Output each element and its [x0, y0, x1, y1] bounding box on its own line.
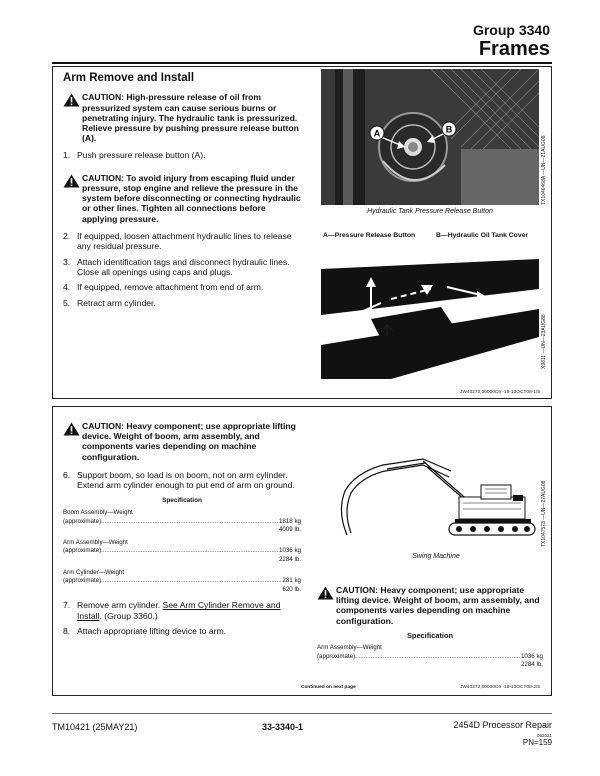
- footer-pn: PN=159: [522, 738, 552, 747]
- step-number: 7.: [63, 600, 71, 611]
- step-3: [63, 257, 301, 278]
- warning-triangle-icon: [317, 586, 334, 600]
- leader-dots: [101, 577, 281, 586]
- spec-title: Specification: [162, 496, 202, 504]
- spec-label: Boom Assembly—Weight: [63, 509, 133, 517]
- step-number: 2.: [63, 230, 71, 241]
- caution-block: [63, 92, 301, 143]
- spec-value-imperial: 4009 lb.: [278, 526, 301, 534]
- step-text: Attach identification tags and disconnect hydraulic lines. Close all openings using caps and plugs.: [77, 256, 290, 278]
- spec-value-metric: 281 kg: [282, 577, 301, 585]
- caution-text: CAUTION: Heavy component; use appropriate lifting device. Weight of boom, arm assembly, and components varies depending on machine configuration.: [82, 421, 296, 462]
- step-2: [63, 231, 301, 252]
- warning-triangle-icon: [63, 93, 80, 107]
- step-number: 6.: [63, 469, 71, 480]
- spec-leader: [63, 577, 301, 586]
- spec-leader: [63, 547, 301, 556]
- instructions-column: [63, 73, 301, 313]
- spec-value-metric: 1036 kg: [520, 652, 543, 660]
- continued-note: Continued on next page: [301, 685, 356, 690]
- header-rule: [52, 62, 552, 64]
- step-text: Push pressure release button (A).: [77, 150, 206, 161]
- leader-dots: [101, 518, 278, 527]
- step-text: If equipped, remove attachment from end of arm.: [77, 282, 264, 293]
- group-number: Group 3340: [472, 22, 550, 38]
- footer-small-code: 052021: [536, 733, 552, 738]
- figure-id: X9811 —UN—23AUG88: [541, 314, 547, 369]
- second-caution-column: [317, 585, 543, 674]
- caution-block: [317, 585, 543, 626]
- page-header: [300, 22, 550, 60]
- step-text: Attach appropriate lifting device to arm.: [77, 626, 227, 637]
- hydraulic-tank-photo: [321, 69, 539, 205]
- step-text: If equipped, loosen attachment hydraulic lines to release any residual pressure.: [77, 230, 292, 252]
- caution-text: CAUTION: Heavy component; use appropriate lifting device. Weight of boom, arm assembly, and components varies depending on machine configuration.: [336, 585, 540, 626]
- leader-dots: [355, 653, 520, 662]
- step-5: [63, 298, 301, 308]
- section-title: Arm Remove and Install: [63, 72, 195, 84]
- spec-value-metric: 1036 kg: [278, 547, 301, 555]
- warning-triangle-icon: [63, 422, 80, 436]
- step-text-pre: Remove arm cylinder.: [77, 600, 163, 611]
- spec-value-metric: 1818 kg: [278, 517, 301, 525]
- caution-block: [63, 173, 301, 224]
- step-text-post: . (Group 3360.): [99, 610, 158, 621]
- step-number: 8.: [63, 626, 71, 637]
- caution-text: CAUTION: High-pressure release of oil from pressurized system can cause serious burns or penetrating injury. The hydraulic tank is pressurized. Relieve pressure by pushing pressure release button (A).: [82, 92, 299, 144]
- spec-arm-weight: [317, 644, 543, 670]
- spec-sub: (approximate): [63, 517, 102, 525]
- callout-a: A: [373, 128, 381, 139]
- step-number: 5.: [63, 297, 71, 308]
- spec-label: Arm Cylinder—Weight: [63, 568, 125, 576]
- pressure-release-diagram: [321, 259, 539, 379]
- section-arm-remove-install: [52, 66, 552, 399]
- footer-doc-id: TM10421 (25MAY21): [52, 722, 138, 732]
- reference-id: JW40272,00000C6 -19-13OCT08-1/5: [460, 390, 540, 395]
- warning-triangle-icon: [63, 174, 80, 188]
- leader-dots: [101, 547, 278, 556]
- step-text: Retract arm cylinder.: [77, 297, 156, 308]
- spec-value-imperial: 2284 lb.: [278, 556, 301, 563]
- spec-sub: (approximate): [317, 652, 356, 660]
- legend-a: A—Pressure Release Button: [323, 232, 416, 239]
- step-4: [63, 282, 301, 292]
- spec-value-imperial: 620 lb.: [282, 585, 301, 593]
- spec-label: Arm Assembly—Weight: [63, 538, 128, 546]
- spec-arm-cylinder-weight: [63, 569, 301, 595]
- reference-id: JW40272,00000C6 -19-13OCT08-2/5: [460, 685, 540, 690]
- caution-text: CAUTION: To avoid injury from escaping fluid under pressure, stop engine and relieve the pressure in the system before disconnecting or connecting hydraulic or other lines. Tighten all connections before applying pressure.: [82, 172, 301, 224]
- footer-rule: [52, 713, 552, 714]
- page-title: Frames: [478, 38, 550, 60]
- step-number: 1.: [63, 150, 71, 161]
- swing-machine-illustration: [331, 451, 541, 539]
- step-7: [63, 600, 301, 621]
- spec-arm-weight: [63, 539, 301, 565]
- instructions-column: [63, 421, 301, 642]
- step-8: [63, 626, 301, 636]
- spec-sub: (approximate): [63, 577, 102, 585]
- step-number: 4.: [63, 282, 71, 293]
- legend-b: B—Hydraulic Oil Tank Cover: [436, 232, 529, 239]
- figure-id: TX1046468A —UN—21AUG08: [541, 135, 547, 205]
- footer-manual-title: 2454D Processor Repair: [453, 720, 552, 730]
- spec-leader: [317, 653, 543, 662]
- spec-title: Specification: [407, 630, 453, 640]
- step-text: [77, 600, 301, 621]
- spec-value-imperial: 2284 lb.: [520, 661, 543, 669]
- step-6: [63, 470, 301, 491]
- callout-b: B: [445, 124, 453, 135]
- spec-leader: [63, 518, 301, 527]
- step-text: Support boom, so load is on boom, not on arm cylinder. Extend arm cylinder enough to put end of arm on ground.: [77, 469, 295, 491]
- section-boom-support: [52, 406, 552, 696]
- step-number: 3.: [63, 256, 71, 267]
- footer-page-number: 33-3340-1: [262, 722, 304, 732]
- spec-sub: (approximate): [63, 547, 102, 555]
- spec-label: Arm Assembly—Weight: [317, 644, 382, 652]
- figure-caption: Swing Machine: [412, 553, 460, 560]
- spec-boom-weight: [63, 509, 301, 535]
- caution-block: [63, 421, 301, 462]
- figure-id: TX1047573 —UN—27AUG08: [541, 480, 547, 547]
- cross-reference-link[interactable]: See Arm Cylinder Remove and Install: [77, 600, 281, 621]
- step-1: [63, 150, 301, 160]
- figure-caption: Hydraulic Tank Pressure Release Button: [367, 208, 493, 215]
